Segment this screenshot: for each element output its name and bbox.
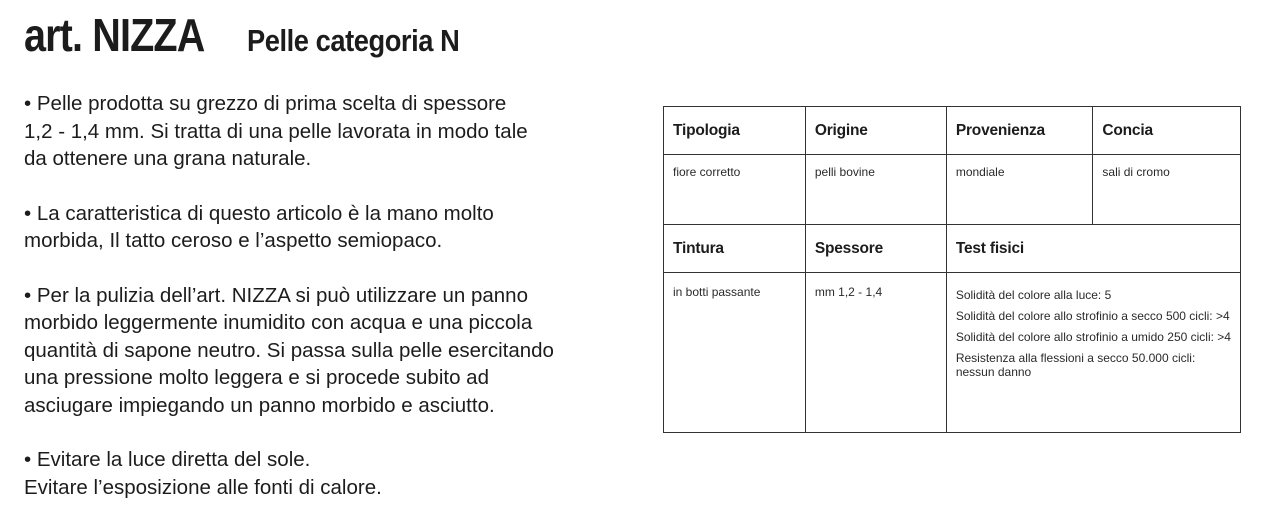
- spec-table: [663, 106, 1241, 433]
- text-line: Evitare l’esposizione alle fonti di calore.: [24, 475, 382, 499]
- text-line: da ottenere una grana naturale.: [24, 147, 312, 170]
- text-line: • Pelle prodotta su grezzo di prima scelta di spessore: [24, 92, 507, 115]
- text-line: asciugare impiegando un panno morbido e asciutto.: [24, 393, 495, 417]
- text-line: quantità di sapone neutro. Si passa sulla pelle esercitando: [24, 338, 554, 362]
- text-line: morbido leggermente inumidito con acqua e una piccola: [24, 311, 533, 334]
- paragraph-warnings: [24, 446, 624, 501]
- value-origine: pelli bovine: [805, 155, 946, 225]
- header-concia: Concia: [1093, 107, 1241, 155]
- value-tintura: in botti passante: [664, 273, 806, 433]
- text-line: 1,2 - 1,4 mm. Si tratta di una pelle lavorata in modo tale: [24, 119, 528, 143]
- header-provenienza: Provenienza: [946, 107, 1093, 155]
- test-result: Resistenza alla flessioni a secco 50.000 cicli:: [955, 351, 1196, 365]
- paragraph-characteristics: [24, 200, 624, 255]
- article-category: Pelle categoria N: [247, 23, 460, 58]
- paragraph-cleaning: [24, 282, 624, 420]
- article-name: art. NIZZA: [24, 9, 205, 61]
- value-concia: sali di cromo: [1093, 155, 1241, 225]
- table-row: [664, 155, 1241, 225]
- table-row: [664, 225, 1241, 273]
- header-test-fisici: Test fisici: [946, 225, 1240, 273]
- text-line: • Per la pulizia dell’art. NIZZA si può utilizzare un panno: [24, 283, 528, 307]
- value-test-fisici: [946, 273, 1240, 433]
- value-spessore: mm 1,2 - 1,4: [805, 273, 946, 433]
- test-result: Solidità del colore allo strofinio a secco 500 cicli: >4: [955, 309, 1230, 323]
- paragraph-quality: [24, 90, 624, 173]
- header-tipologia: Tipologia: [664, 107, 806, 155]
- header-origine: Origine: [805, 107, 946, 155]
- text-line: • Evitare la luce diretta del sole.: [24, 448, 311, 471]
- test-result: Solidità del colore alla luce: 5: [955, 288, 1112, 302]
- value-tipologia: fiore corretto: [664, 155, 806, 225]
- text-line: • La caratteristica di questo articolo è la mano molto: [24, 201, 494, 225]
- value-provenienza: mondiale: [946, 155, 1093, 225]
- description-text: [24, 90, 624, 528]
- header-spessore: Spessore: [805, 225, 946, 273]
- test-result: Solidità del colore allo strofinio a umido 250 cicli: >4: [955, 330, 1231, 344]
- text-line: una pressione molto leggera e si procede subito ad: [24, 366, 489, 389]
- test-result: nessun danno: [955, 365, 1032, 379]
- table-row: [664, 273, 1241, 433]
- text-line: morbida, Il tatto ceroso e l’aspetto semiopaco.: [24, 229, 443, 252]
- page-title: [24, 8, 460, 62]
- header-tintura: Tintura: [664, 225, 806, 273]
- table-row: [664, 107, 1241, 155]
